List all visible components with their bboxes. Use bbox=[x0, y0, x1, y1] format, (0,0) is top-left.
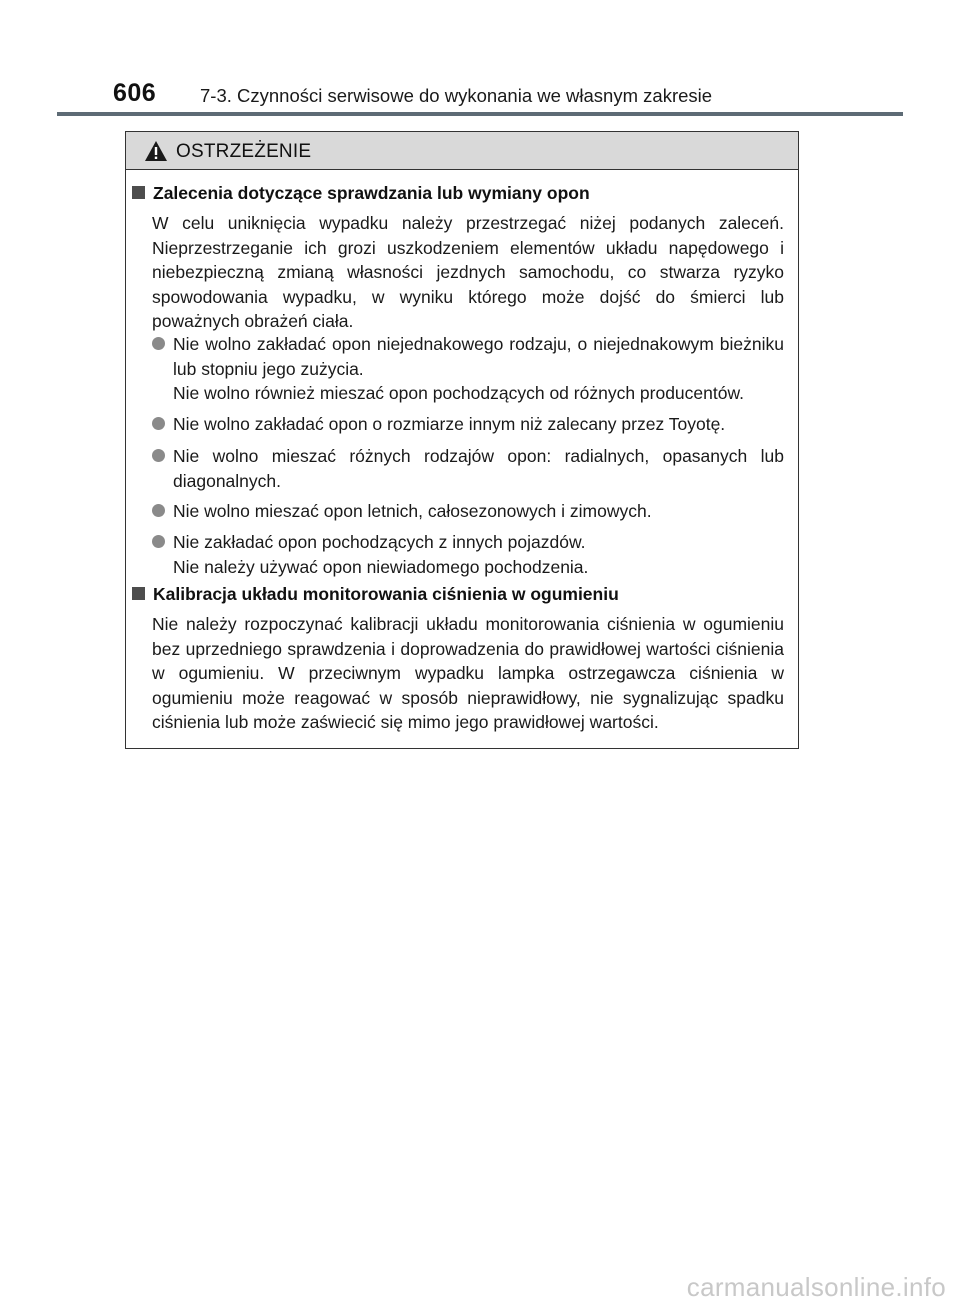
circle-bullet-icon bbox=[152, 417, 165, 430]
bullet-text: Nie wolno mieszać opon letnich, całosezonowych i zimowych. bbox=[173, 501, 652, 521]
section-title: 7-3. Czynności serwisowe do wykonania we własnym zakresie bbox=[200, 85, 713, 106]
list-item bbox=[152, 444, 784, 493]
warning-header bbox=[126, 132, 798, 170]
circle-bullet-icon bbox=[152, 449, 165, 462]
square-bullet-icon bbox=[132, 587, 145, 600]
list-item bbox=[152, 412, 784, 437]
watermark: carmanualsonline.info bbox=[686, 1272, 946, 1302]
bullet-note: Nie należy używać opon niewiadomego pochodzenia. bbox=[173, 556, 589, 577]
warning-box bbox=[125, 131, 799, 749]
circle-bullet-icon bbox=[152, 504, 165, 517]
bullet-text: Nie wolno mieszać różnych rodzajów opon: radialnych, opasanych lub diagonalnych. bbox=[173, 446, 784, 491]
section-intro-tires: W celu uniknięcia wypadku należy przestrzegać niżej podanych zaleceń. Nieprzestrzeganie ich grozi uszkodzeniem elementów układu napędowego i niebezpieczną zmianą własności jezdnych samochodu, co stwarza ryzyko spowodowania wypadku, w wyniku którego może dojść do śmierci lub poważnych obrażeń ciała. bbox=[152, 213, 784, 332]
bullet-text: Nie wolno zakładać opon o rozmiarze innym niż zalecany przez Toyotę. bbox=[173, 414, 726, 434]
section-intro-calibration: Nie należy rozpoczynać kalibracji układu monitorowania ciśnienia w ogumieniu bez uprzedniego sprawdzenia i doprowadzenia do prawidłowej wartości ciśnienia w ogumieniu. W przeciwnym wypadku lampka ostrzegawcza ciśnienia w ogumieniu może reagować w sposób nieprawidłowy, nie sygnalizując spadku ciśnienia lub może zaświecić się mimo jego prawidłowej wartości. bbox=[152, 614, 784, 733]
page-header bbox=[0, 0, 960, 118]
section-heading-text: Zalecenia dotyczące sprawdzania lub wymiany opon bbox=[153, 183, 590, 203]
bullet-note: Nie wolno również mieszać opon pochodzących od różnych producentów. bbox=[173, 383, 745, 404]
list-item bbox=[152, 499, 784, 524]
warning-title: OSTRZEŻENIE bbox=[176, 141, 312, 162]
circle-bullet-icon bbox=[152, 337, 165, 350]
bullet-text: Nie zakładać opon pochodzących z innych pojazdów. bbox=[173, 532, 586, 552]
square-bullet-icon bbox=[132, 186, 145, 199]
list-item bbox=[152, 530, 784, 579]
page-number: 606 bbox=[113, 79, 157, 107]
bullet-text: Nie wolno zakładać opon niejednakowego rodzaju, o niejednakowym bieżniku lub stopniu jego zużycia. bbox=[173, 334, 784, 379]
section-heading-text: Kalibracja układu monitorowania ciśnienia w ogumieniu bbox=[153, 584, 619, 604]
header-divider bbox=[57, 112, 903, 116]
warning-triangle-icon bbox=[144, 140, 168, 162]
circle-bullet-icon bbox=[152, 535, 165, 548]
list-item bbox=[152, 332, 784, 406]
